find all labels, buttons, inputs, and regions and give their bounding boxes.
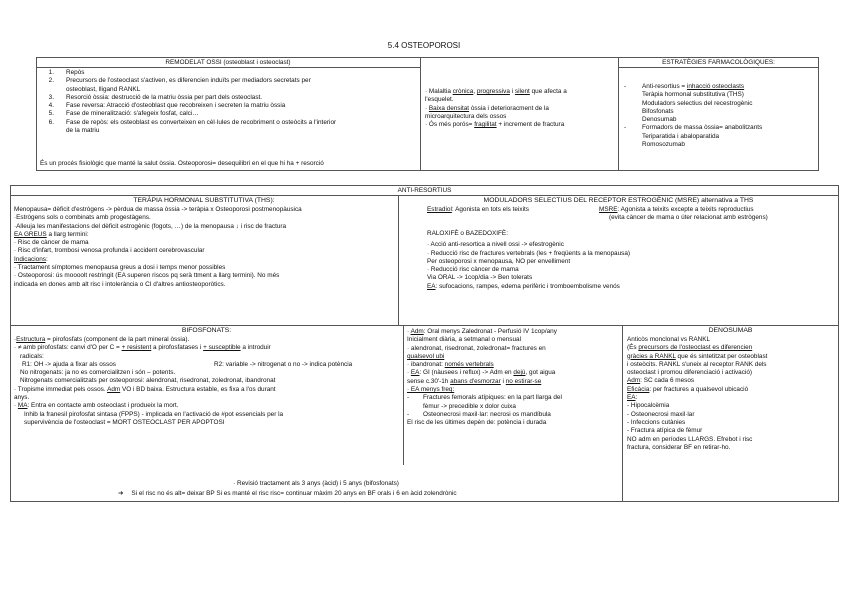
text: qualsevol ubi [407,352,445,360]
text: Indicacions [14,255,46,263]
text: (És [627,344,639,352]
text: abans d'esmorzar [450,377,501,385]
text: , [473,88,477,95]
divider [420,57,421,171]
divider [618,57,619,171]
text: - Fractura atípica de fèmur [627,427,703,435]
remodel-item: Fase de repòs: els osteoblast es converteixen en cèl·lules de recobriment o osteòcits a l'interior [66,118,337,126]
text: fragilitat [474,121,497,129]
text: a introduir [240,344,271,352]
remodel-item: Repòs [66,69,85,76]
text: · ≠ amb pirofosfats: canvi d'O per C = [14,344,122,352]
bif-header: BIFOSFONATS: [181,327,232,334]
text: · Tractament símptomes menopausa greus a dosi i temps menor possibles [14,264,226,272]
text: no estirar-se [505,377,542,385]
remodel-header: REMODELAT OSSI (osteoblast i osteoclast) [165,59,291,66]
text: : Agonista a teixits excepte a teixits reproductius [617,206,754,213]
msre-header: MODULADORS SELECTIUS DEL RECEPTOR ESTROGÈNIC (MSRE) alternativa a THS [483,197,754,204]
text: Nitrogenats comercialitzats per osteoporosi: alendronat, risedronat, zoledronat, ibandronat [20,377,276,385]
divider [403,325,404,465]
text: - Infeccions cutànies [627,418,686,426]
text: Inicialment diària, a setmanal o mensual [407,336,522,344]
text: Teràpia hormonal substitutiva (THS) [642,91,744,99]
text: Formadors de massa òssia= anabolitzants [642,124,763,132]
text: Bifosfonats [642,107,674,115]
bif-decision [118,490,457,498]
text: EA [410,369,420,377]
text: · Reducció risc càncer de mama [427,266,519,274]
text: MA [17,402,28,410]
text: radicals: [20,352,44,360]
strategies-header: ESTRATÈGIES FARMACOLÒGIQUES: [662,59,775,66]
text: · Reducció risc de fractures vertebrals (les + freqüents a la menopausa) [427,249,630,257]
text: sense c.30'-1h [407,377,451,385]
remodel-item: Resorció òssia: destrucció de la matriu òssia per part dels osteoclast. [66,93,263,101]
text: · EA menys freq: [407,386,455,394]
text: : sufocacions, rampes, edema perifèric i tromboembolisme venós [435,282,620,290]
text: que és sintetitzat per osteoblast [675,352,768,360]
arrow-right-icon: ➔ [118,490,124,497]
text: + resistent [121,344,152,352]
text: · Acció anti-resortica a nivell ossi -> efestrogènic [427,241,564,249]
text: · ibandronat: [407,361,445,369]
bif-mid-text: · Adm: Oral menys Zaledronat - Perfusió IV 1cop/any Inicialment diària, a setmanal o mensual · alendronat, risedronat, zoledronat= fractures en qualsevol ubi · ibandronat: només vertebrals · EA: GI (nàusees i reflux) -> Adm en dejú, got aigua sense c.30'-1h abans d'esmorzar i no estirar-se · EA menys freq: - Fractures femorals atípiques: en la part llarga del fèmur -> precedible x dolor cuixa - Osteonecrosi maxil·lar: necrosi os mandíbula El risc de les últimes depèn de: potència i durada [407,328,562,427]
text: fractura, considerar BF en retirar-ho. [627,443,731,451]
text: = pirofosfats (component de la part mineral òssia). [45,336,190,343]
text: · alendronat, risedronat, zoledronat= fractures en [407,344,546,352]
text: · Malaltia [425,88,453,95]
deno-header: DENOSUMAB [708,327,753,334]
text: Osteonecrosi maxil·lar: necrosi os mandíbula [423,410,551,418]
text: Denosumab [642,116,677,124]
text: No nitrogenats: ja no es comercialitzen i són – potents. [20,369,176,377]
text: òssia i deterioracment de la [469,104,549,112]
deno-text [627,336,767,452]
text: Adm [410,328,424,335]
text: Baixa densitat [428,104,470,112]
text: : [45,255,48,263]
text: R1: OH -> ajuda a fixar als ossos [22,360,116,368]
text: Romosozumab [642,141,685,149]
text: indicada en dones amb alt risc i intolerància o CI d'altres antiosteoporòtics. [14,280,226,288]
divider [398,195,399,325]
text: microarquitectura dels ossos [425,112,507,120]
text: · Osteoporosi: ús moooolt restringit (EA superen riscos pq serà ttment a llarg termini). No més [14,272,280,280]
text: Adm [107,385,121,393]
text: fèmur -> precedible x dolor cuixa [423,402,516,410]
text: supervivència de l'osteoclast = MORT OSTEOCLAST PER APOPTOSI [24,418,225,426]
text: Moduladors selectius del recestrogènic [642,99,753,107]
text: · Ós més porós= [425,121,475,129]
text: silent [514,88,530,95]
text: osteoclast i promou diferenciació i activació) [627,369,753,377]
text: Estradiol [427,206,452,213]
bif-review: · Revisió tractament als 3 anys (àcid) i 5 anys (bifosfonats) [233,480,399,487]
remodel-item: Fase de mineralització: s'afegeix fosfat, calci… [66,110,199,118]
text: RALOXIFÈ o BAZEDOXIFÈ: [427,230,508,237]
anti-header: ANTI-RESORTIUS [397,187,452,194]
text: crònica [452,88,474,95]
text: i [500,377,506,385]
text: : SC cada 6 mesos [640,377,695,385]
text: dejú [513,369,526,377]
msre-note: (evita càncer de mama o úter relacionat amb estrògens) [609,214,768,221]
text: · [14,402,18,410]
ths-header: TERÀPIA HORMONAL SUBSTITUTIVA (THS): [133,197,275,204]
msre-estradiol [427,206,529,214]
page-title: 5.4 OSTEOPOROSI [387,41,461,50]
text: Si el risc no és alt= deixar BP Si es manté el risc risc= continuar màxim 20 anys en BF orals i 6 en àcid zolendrònic [131,490,457,497]
msre-text [427,230,630,291]
text: EA [427,282,436,290]
text: Anti-resortius = [642,83,687,90]
strategies-list: - Anti-resortius = inhacció osteoclasts Teràpia hormonal substitutiva (THS) Moduladors selectius del recestrogènic Bifosfonats Denosumab - Formadors de massa òssia= anabolitzants Teriparatida i abaloparatida Romosozumab [624,83,763,149]
text: Fractures femorals atípiques: en la part llarga del [423,394,562,402]
text: + increment de fractura [496,121,565,129]
remodel-footer: És un procés fisiològic que manté la salut òssia. Osteoporosi= desequilibri en el que hi ha + resorció [40,160,324,167]
text: progressiva [476,88,510,95]
text: VO i BD baixa. Estructura estable, es fixa a l'os durant [120,385,276,393]
text: Anticòs monclonal vs RANKL [627,336,711,343]
text: · Tropisme immediat pels ossos. [14,385,108,393]
text: NO adm en períodes LLARGS. Efrebot i risc [627,435,753,443]
text: l'esquelet. [425,96,454,104]
text: · [425,104,429,112]
text: ·Alleuja les manifestacions del dèficit estrogènic (fogots, …) de la menopausa ↓ i risc de fractura [14,222,287,230]
text: i [509,88,515,95]
remodel-item: Precursors de l'osteoclast s'activen, es diferencien induïts per mediadors secretats per [66,77,311,85]
text: gràcies a RANKL [627,352,676,360]
text: : GI (nàusees i reflux) -> Adm en [419,369,514,377]
text: El risc de les últimes depèn de: potència i durada [407,419,547,427]
text: anys. [14,394,30,402]
bif-left-text [14,336,352,427]
divider [622,325,623,502]
text: : [635,394,638,402]
text: · [14,336,17,343]
text: : Entra en contacte amb osteoclast i produeix la mort. [27,402,179,410]
text: - Osteonecrosi maxil·lar [627,410,695,418]
text: · Risc d'infart, trombosi venosa profunda i accident cerebrovascular [14,247,205,255]
text: : per fractures a qualsevol ubicació [649,385,749,393]
text: Menopausa= dèficit d'estrògens -> pèrdua de massa òssia -> teràpia x Osteoporosi postmenopàusica [14,206,302,213]
divider [10,325,839,326]
text: Teriparatida i abaloparatida [642,132,720,140]
text: ·Estrògens sols o combinats amb progestàgens. [14,214,151,222]
text: Per osteoporosi x menopausa, NO per envelliment [427,257,571,265]
disease-text [425,88,567,129]
text: EA GREUS [14,230,47,238]
text: , got aigua [525,369,556,377]
remodel-item: Fase reversa: Atracció d'osteoblast que recobreixen i secreten la matriu òssia [66,102,286,110]
text: : Agonista en tots els teixits [451,206,529,213]
ths-text [14,206,302,289]
remodel-item: osteoblast, lligand RANKL [66,85,141,93]
text: + susceptible [203,344,241,352]
remodel-item: de la matriu [66,127,100,135]
text: Via ORAL -> 1cop/dia -> Ben tolerats [427,274,533,282]
text: precursors de l'osteoclast es diferencien [638,344,753,352]
text: a llarg termini: [46,230,89,238]
text: - Hipocalcèmia [627,402,670,410]
text: només vertebrals [444,361,494,369]
text: Inhib la franesil pirofosfat sintasa (FPPS) - implicada en l'activació de #pot essencials per la [24,410,284,418]
text: · [407,369,411,377]
text: · Risc de càncer de mama [14,239,89,247]
text: R2: variable -> nitrogenat o no -> indica potència [214,360,353,368]
remodel-list: 1. Repòs 2. Precursors de l'osteoclast s'activen, es diferencien induïts per mediadors secretats per osteoblast, lligand RANKL 3. Resorció òssia: destrucció de la matriu òssia per part dels osteoclast. 4. Fase reversa: Atracció d'osteoblast que recobreixen i secreten la matriu òssia 5. Fase de mineralització: s'afegeix fosfat, calci… 6. Fase de repòs: els osteoblast es converteixen en cèl·lules de recobriment o osteòcits a l'interior de la matriu [48,69,337,135]
text: EA [627,394,636,402]
text: a pirofosfatases i [151,344,204,352]
text: MSRE [599,206,618,213]
text: : Oral menys Zaledronat - Perfusió IV 1cop/any [423,328,557,335]
text: Eficàcia [627,385,650,393]
text: Adm [627,377,641,385]
text: Estructura [16,336,46,343]
text: que afecta a [529,88,567,95]
text: inhacció osteoclasts [686,83,745,90]
text: · [407,328,411,335]
text: i osteòcits. RANKL s'uneix al receptor RANK dels [627,360,767,368]
